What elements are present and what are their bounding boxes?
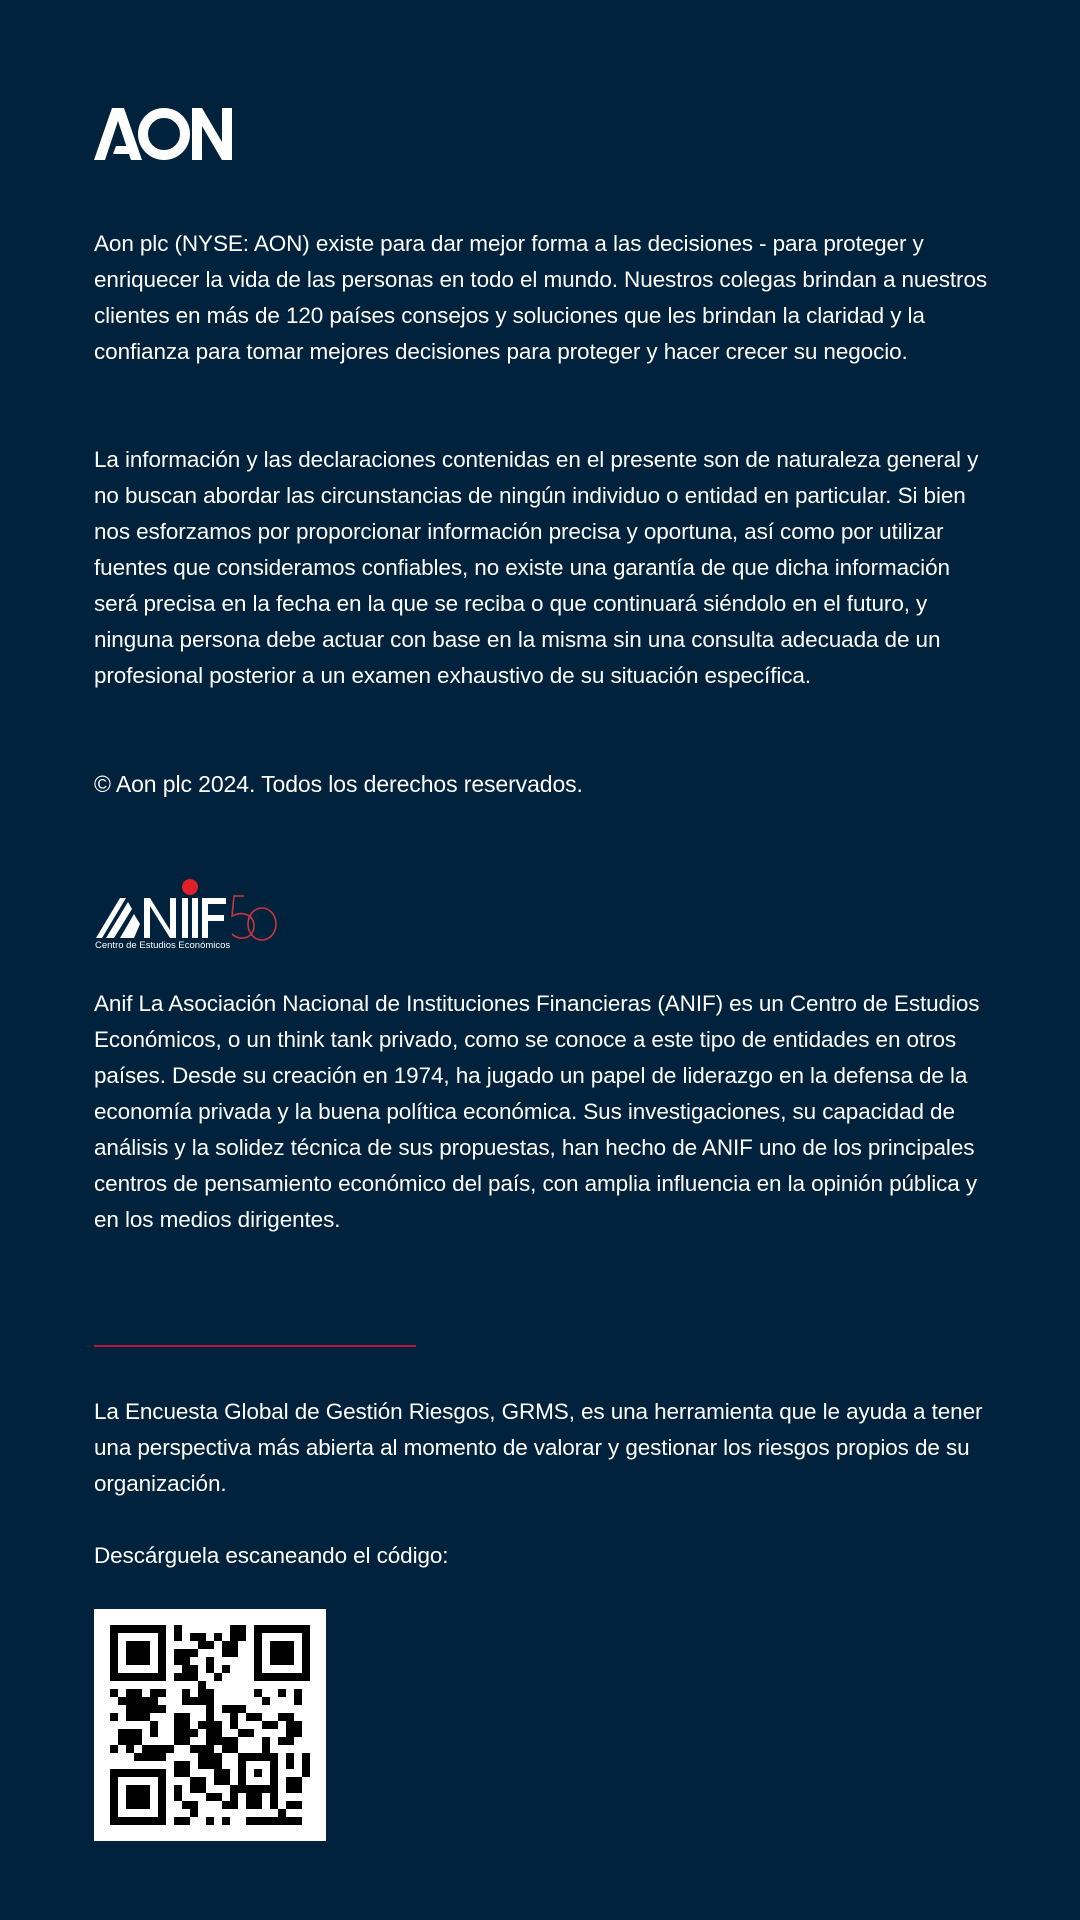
copyright-notice: © Aon plc 2024. Todos los derechos reservados.: [94, 771, 583, 797]
section-divider: [94, 1345, 416, 1347]
aon-description: Aon plc (NYSE: AON) existe para dar mejor forma a las decisiones - para proteger y enriquecer la vida de las personas en todo el mundo. Nuestros colegas brindan a nuestros clientes en más de 120 países consejos y soluciones que les brindan la claridad y la confianza para tomar mejores decisiones para proteger y hacer crecer su negocio.: [94, 231, 988, 364]
anif-logo-dot-icon: [182, 879, 198, 895]
anif-logo: [94, 878, 284, 948]
qr-code-icon: [110, 1625, 310, 1825]
qr-code[interactable]: [94, 1609, 326, 1841]
grms-description: La Encuesta Global de Gestión Riesgos, GRMS, es una herramienta que le ayuda a tener una perspectiva más abierta al momento de valorar y gestionar los riesgos propios de su organización.: [94, 1399, 983, 1496]
svg-text:Centro de Estudios Económicos: Centro de Estudios Económicos: [95, 940, 231, 948]
anif-description: Anif La Asociación Nacional de Instituciones Financieras (ANIF) es un Centro de Estudios Económicos, o un think tank privado, como se conoce a este tipo de entidades en otros países. Desde su creación en 1974, ha jugado un papel de liderazgo en la defensa de la economía privada y la buena política económica. Sus investigaciones, su capacidad de análisis y la solidez técnica de sus propuestas, han hecho de ANIF uno de los principales centros de pensamiento económico del país, con amplia influencia en la opinión pública y en los medios dirigentes.: [94, 991, 980, 1232]
aon-disclaimer: La información y las declaraciones contenidas en el presente son de naturaleza general y no buscan abordar las circunstancias de ningún individuo o entidad en particular. Si bien nos esforzamos por proporcionar información precisa y oportuna, así como por utilizar fuentes que consideramos confiables, no existe una garantía de que dicha información será precisa en la fecha en la que se reciba o que continuará siéndolo en el futuro, y ninguna persona debe actuar con base en la misma sin una consulta adecuada de un profesional posterior a un examen exhaustivo de su situación específica.: [94, 447, 979, 688]
download-instruction: Descárguela escaneando el código:: [94, 1543, 449, 1568]
aon-logo: [94, 104, 234, 164]
